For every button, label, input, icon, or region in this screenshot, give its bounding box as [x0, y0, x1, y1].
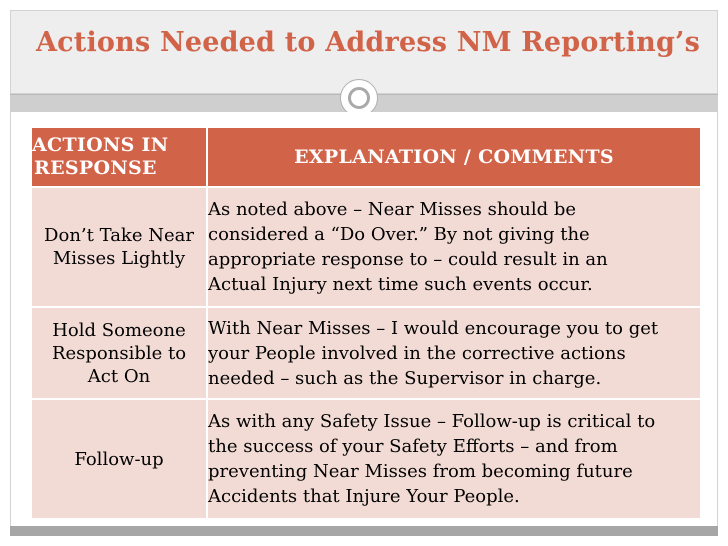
action-line: Misses Lightly — [52, 248, 186, 269]
action-line: Act On — [87, 365, 151, 387]
explanation-line: the success of your Safety Efforts – and from — [208, 436, 618, 457]
table-header-row — [31, 127, 701, 187]
table-row — [31, 187, 701, 307]
explanation-line: As noted above – Near Misses should be — [208, 199, 577, 220]
footer-bar — [10, 526, 718, 536]
slide-title: Actions Needed to Address NM Reporting’s — [36, 27, 701, 58]
actions-table — [30, 126, 702, 520]
table-row — [31, 399, 701, 519]
explanation-line: considered a “Do Over.” By not giving the — [208, 224, 590, 245]
explanation-line: As with any Safety Issue – Follow-up is critical to — [208, 411, 656, 432]
action-cell — [31, 399, 207, 519]
header-actions-line2: RESPONSE — [34, 157, 157, 179]
action-cell — [31, 307, 207, 399]
explanation-cell — [207, 307, 701, 399]
explanation-cell — [207, 187, 701, 307]
explanation-cell — [207, 399, 701, 519]
action-cell — [31, 187, 207, 307]
explanation-line: preventing Near Misses from becoming future — [208, 461, 633, 482]
explanation-line: Actual Injury next time such events occur. — [208, 274, 593, 295]
explanation-line: With Near Misses – I would encourage you to get — [208, 317, 659, 339]
explanation-line: appropriate response to – could result in an — [208, 249, 608, 270]
header-actions — [31, 127, 207, 187]
circle-ornament-inner — [348, 87, 370, 109]
header-explanation: EXPLANATION / COMMENTS — [207, 127, 701, 187]
header-actions-line1: ACTIONS IN — [32, 134, 169, 156]
explanation-line: needed – such as the Supervisor in charge. — [208, 367, 602, 389]
action-line: Hold Someone — [52, 319, 186, 341]
action-line: Follow-up — [74, 448, 164, 470]
explanation-line: Accidents that Injure Your People. — [208, 486, 520, 507]
table-row — [31, 307, 701, 399]
action-line: Don’t Take Near — [44, 225, 194, 246]
explanation-line: your People involved in the corrective actions — [208, 342, 626, 364]
action-line: Responsible to — [51, 342, 187, 364]
